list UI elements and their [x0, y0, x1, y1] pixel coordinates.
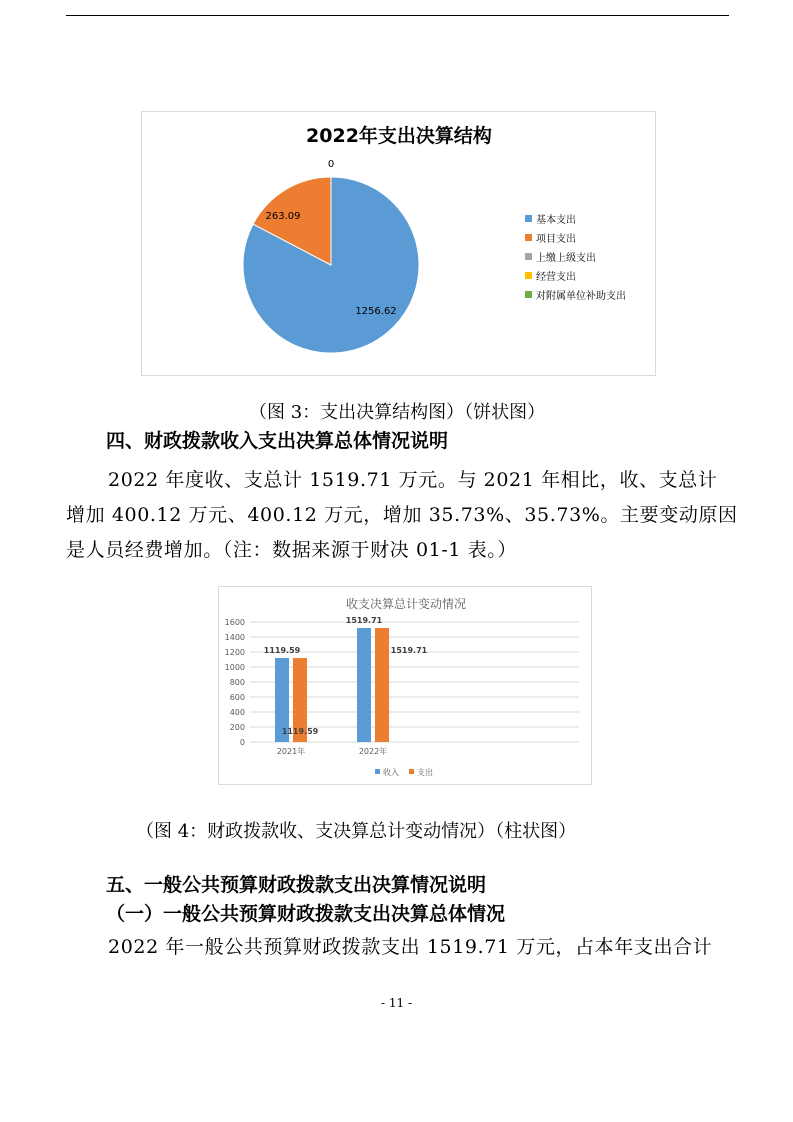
legend-label-expense: 支出: [417, 768, 433, 777]
legend-label-subsidy: 对附属单位补助支出: [536, 291, 626, 302]
legend-swatch-subsidy: [525, 291, 532, 298]
bar-figure-caption: （图 4：财政拨款收、支决算总计变动情况）（柱状图）: [136, 821, 577, 842]
bar-ytick-2: 400: [229, 708, 245, 717]
bar-ytick-0: 0: [239, 738, 245, 747]
legend-swatch-project: [525, 234, 532, 241]
legend-swatch-basic: [525, 215, 532, 222]
bar-chart-frame: [218, 586, 592, 785]
bar-ytick-6: 1200: [224, 648, 245, 657]
section5-heading: 五、一般公共预算财政拨款支出决算情况说明: [106, 874, 487, 896]
page-number: - 11 -: [380, 996, 412, 1010]
bar-data-label-1-0: 1519.71: [345, 616, 383, 626]
pie-data-label-basic: 1256.62: [355, 306, 397, 317]
header-rule: [66, 15, 729, 16]
bar-data-label-1-1: 1519.71: [390, 646, 428, 656]
legend-swatch-operating: [525, 272, 532, 279]
section5-subheading: （一）一般公共预算财政拨款支出决算总体情况: [106, 903, 506, 925]
bar-chart-title: 收支决算总计变动情况: [345, 597, 467, 611]
pie-chart-frame: [141, 111, 656, 376]
legend-label-operating: 经营支出: [536, 272, 576, 283]
pie-chart-title: 2022年支出决算结构: [306, 125, 492, 147]
section4-line-3: 是人员经费增加。（注：数据来源于财决 01-1 表。）: [66, 539, 517, 561]
bar-ytick-3: 600: [229, 693, 245, 702]
legend-label-remit: 上缴上级支出: [536, 253, 596, 264]
bar-xtick-1: 2022年: [358, 747, 388, 756]
bar-1-1: [375, 628, 389, 742]
bar-xtick-0: 2021年: [276, 747, 306, 756]
bar-data-label-0-1: 1119.59: [281, 727, 319, 736]
section4-line-1: 2022 年度收、支总计 1519.71 万元。与 2021 年相比，收、支总计: [108, 469, 718, 491]
legend-label-basic: 基本支出: [536, 215, 576, 226]
legend-swatch-expense: [409, 769, 414, 774]
pie-data-label-remit: 0: [327, 159, 335, 170]
legend-swatch-remit: [525, 253, 532, 260]
pie-chart: [142, 112, 657, 377]
pie-figure-caption: （图 3：支出决算结构图）（饼状图）: [249, 402, 546, 423]
legend-swatch-income: [375, 769, 380, 774]
section5-line-1: 2022 年一般公共预算财政拨款支出 1519.71 万元，占本年支出合计: [108, 936, 713, 958]
bar-chart: [219, 587, 593, 786]
section4-line-2: 增加 400.12 万元、400.12 万元，增加 35.73%、35.73%。主要变动原因: [66, 504, 738, 526]
bar-ytick-4: 800: [229, 678, 245, 687]
legend-label-income: 收入: [383, 768, 399, 777]
pie-data-label-project: 263.09: [265, 211, 301, 222]
bar-1-0: [357, 628, 371, 742]
section4-heading: 四、财政拨款收入支出决算总体情况说明: [106, 430, 449, 452]
bar-ytick-5: 1000: [224, 663, 245, 672]
bar-ytick-8: 1600: [224, 618, 245, 627]
bar-ytick-1: 200: [229, 723, 245, 732]
bar-data-label-0-0: 1119.59: [263, 646, 301, 656]
bar-ytick-7: 1400: [224, 633, 245, 642]
legend-label-project: 项目支出: [536, 234, 576, 245]
